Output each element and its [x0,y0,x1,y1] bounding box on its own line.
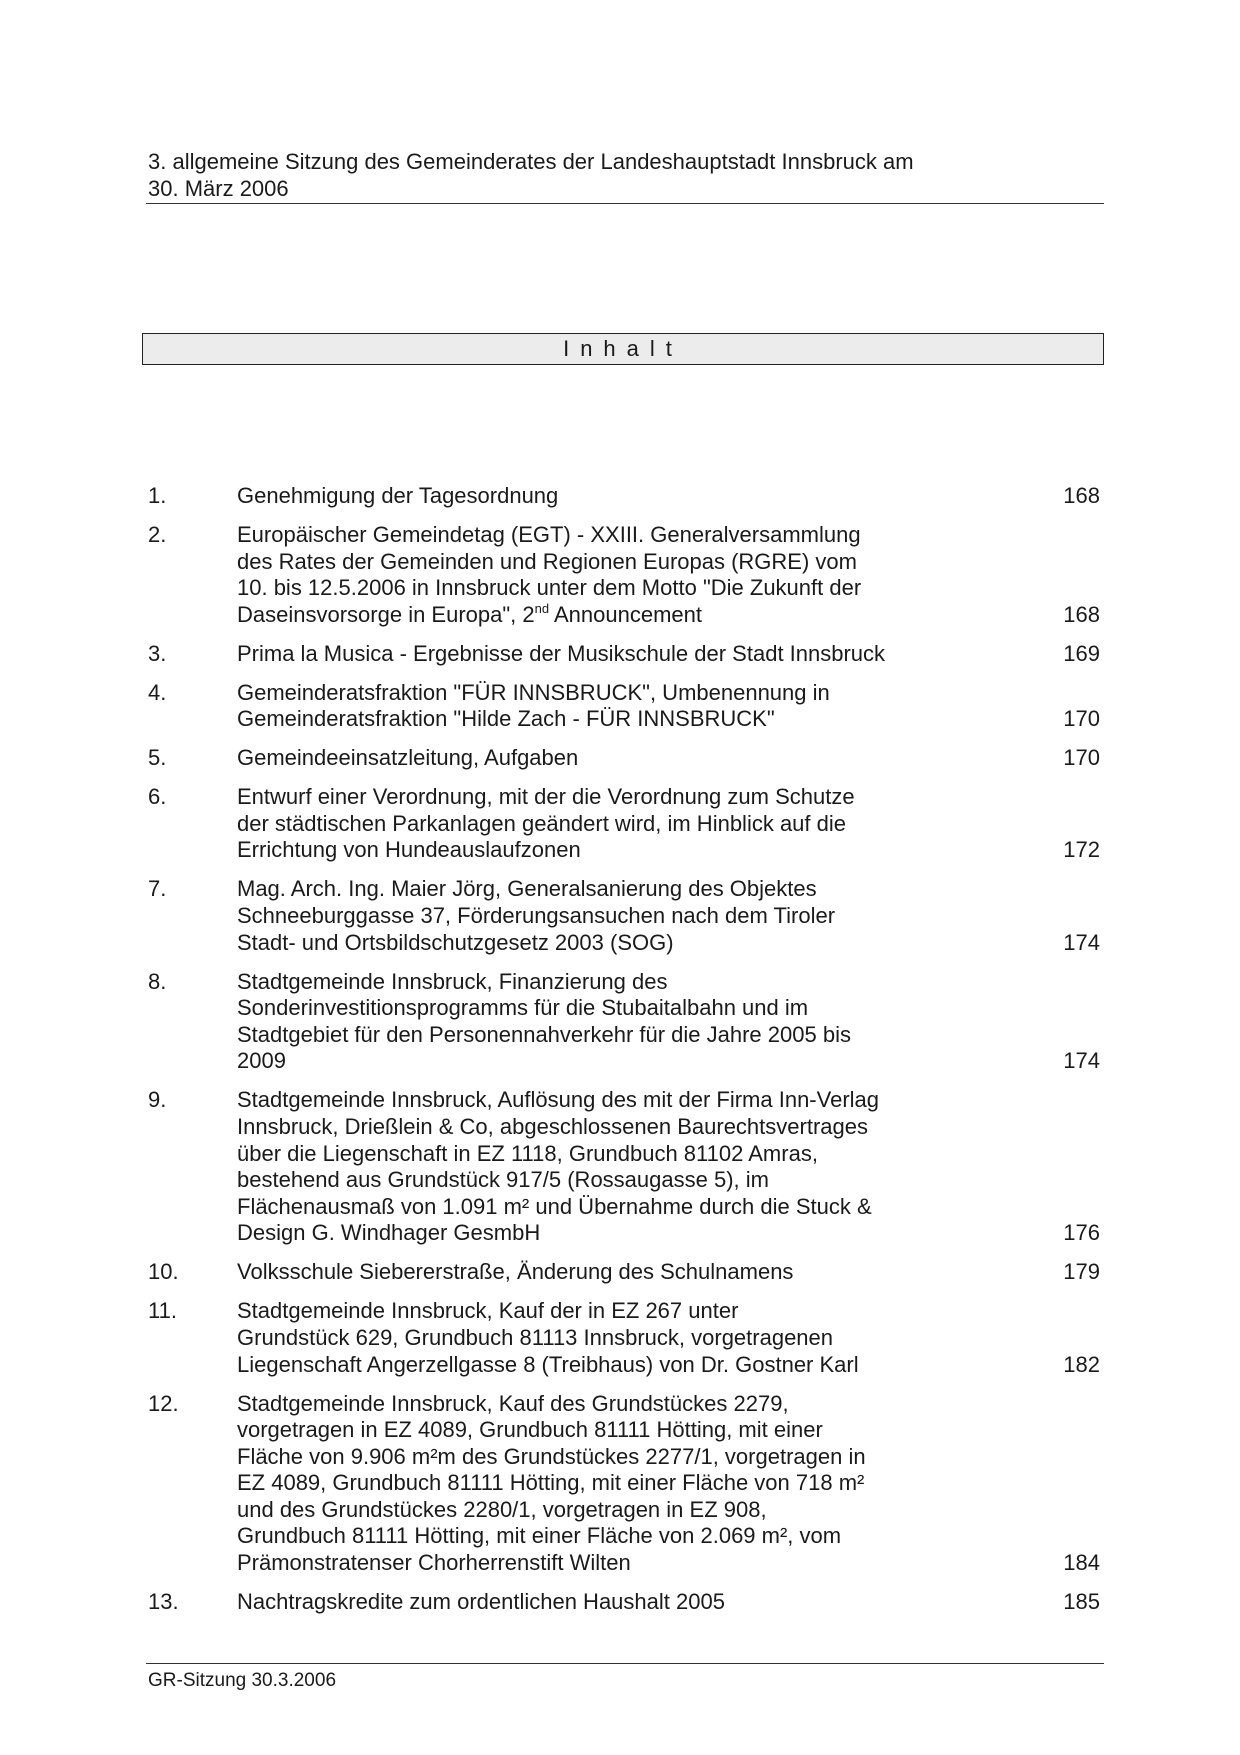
toc-entry [148,1087,1100,1247]
toc-entry-title [237,876,937,956]
toc-entry-page-number [937,1259,1100,1286]
toc-entry-title-line: Genehmigung der Tagesordnung [237,483,559,508]
toc-entry-title [237,680,937,733]
toc-title-superscript: nd [534,600,550,616]
toc-entry-title [237,641,937,668]
toc-entry-title-line: Liegenschaft Angerzellgasse 8 (Treibhaus) von Dr. Gostner Karl [237,1351,859,1377]
toc-page-value: 174 [1063,1048,1100,1074]
toc-entry [148,641,1100,668]
toc-page-value: 172 [1063,837,1100,863]
toc-entry-title-line: Innsbruck, Drießlein & Co, abgeschlossenen Baurechtsvertrages [237,1114,868,1139]
toc-entry-title [237,745,937,772]
toc-entry-title-line: Gemeinderatsfraktion "Hilde Zach - FÜR INNSBRUCK" [237,706,775,732]
contents-heading-box [142,333,1104,365]
toc-entry-title-line: 2009 [237,1048,286,1074]
toc-title-text: Announcement [549,601,703,627]
toc-entry-number: 7. [148,876,167,902]
toc-entry [148,483,1100,510]
toc-entry-page-number [937,680,1100,733]
toc-entry-title-line: Volksschule Siebererstraße, Änderung des Schulnamens [237,1259,794,1285]
toc-entry [148,1259,1100,1286]
toc-page-value: 168 [1063,601,1100,627]
toc-entry-title-line: vorgetragen in EZ 4089, Grundbuch 81111 Hötting, mit einer [237,1417,823,1443]
toc-entry-number: 1. [148,483,167,508]
toc-entry-title [237,784,937,864]
footer-divider [146,1663,1104,1664]
toc-entry-title-line: Prima la Musica - Ergebnisse der Musikschule der Stadt Innsbruck [237,640,886,666]
toc-entry-number: 11. [148,1298,177,1324]
toc-page-value: 170 [1063,706,1100,732]
header-line-2: 30. März 2006 [148,176,289,201]
toc-entry-title-line: Stadtgebiet für den Personennahverkehr für die Jahre 2005 bis [237,1021,851,1047]
toc-entry-title-line: EZ 4089, Grundbuch 81111 Hötting, mit einer Fläche von 718 m² [237,1470,865,1496]
page-footer: GR-Sitzung 30.3.2006 [148,1670,337,1691]
toc-entry-number: 4. [148,679,167,705]
toc-entry-title-line: Prämonstratenser Chorherrenstift Wilten [237,1550,631,1576]
toc-entry-title-line: Sonderinvestitionsprogramms für die Stubaitalbahn und im [237,995,809,1021]
toc-entry-number: 10. [148,1259,179,1285]
toc-entry-title-line: Errichtung von Hundeauslaufzonen [237,837,581,863]
toc-entry-page-number [937,745,1100,772]
toc-page-value: 179 [1063,1259,1100,1285]
toc-entry-title-line: Schneeburggasse 37, Förderungsansuchen nach dem Tiroler [237,903,836,929]
header-divider [146,203,1104,204]
toc-entry [148,522,1100,628]
toc-entry-title-line: Mag. Arch. Ing. Maier Jörg, Generalsanierung des Objektes [237,876,817,902]
toc-entry-title-line: Entwurf einer Verordnung, mit der die Verordnung zum Schutze [237,784,855,810]
toc-entry-title-line: Stadtgemeinde Innsbruck, Auflösung des mit der Firma Inn-Verlag [237,1087,880,1113]
toc-entry-title-line: Stadtgemeinde Innsbruck, Kauf der in EZ 267 unter [237,1298,739,1324]
toc-page-value: 182 [1063,1351,1100,1377]
toc-entry-title-line: Europäischer Gemeindetag (EGT) - XXIII. Generalversammlung [237,521,861,547]
toc-entry-title [237,522,937,628]
toc-page-value: 184 [1063,1550,1100,1576]
toc-entry-title-line: Stadtgemeinde Innsbruck, Kauf des Grundstückes 2279, [237,1390,789,1416]
toc-entry-title-line: Grundbuch 81111 Hötting, mit einer Fläche von 2.069 m², vom [237,1523,842,1549]
toc-entry-title-line: über die Liegenschaft in EZ 1118, Grundbuch 81102 Amras, [237,1140,818,1166]
toc-entry-title [237,1087,937,1247]
toc-page-value: 170 [1063,745,1100,771]
toc-entry-page-number [937,1589,1100,1616]
toc-entry [148,745,1100,772]
toc-entry-title-line: 10. bis 12.5.2006 in Innsbruck unter dem Motto "Die Zukunft der [237,575,862,601]
toc-entry-title-line: Design G. Windhager GesmbH [237,1220,541,1246]
toc-entry-title [237,969,937,1075]
toc-entry-number: 12. [148,1390,179,1416]
toc-entry-title-line: des Rates der Gemeinden und Regionen Europas (RGRE) vom [237,548,857,574]
toc-entry-page-number [937,1087,1100,1247]
header-line-1: 3. allgemeine Sitzung des Gemeinderates der Landeshauptstadt Innsbruck am [148,149,914,174]
toc-entry-title-line: Gemeinderatsfraktion "FÜR INNSBRUCK", Umbenennung in [237,679,830,705]
toc-page-value: 185 [1063,1589,1100,1615]
toc-entry-title-line: Nachtragskredite zum ordentlichen Haushalt 2005 [237,1589,725,1615]
toc-entry-number: 3. [148,640,167,666]
toc-entry [148,680,1100,733]
toc-entry-title-line: Stadt- und Ortsbildschutzgesetz 2003 (SOG) [237,929,674,955]
toc-entry-number: 13. [148,1589,179,1615]
toc-entry [148,1589,1100,1616]
table-of-contents [148,483,1100,1628]
toc-entry [148,1298,1100,1378]
toc-entry [148,1391,1100,1577]
toc-entry-title-line: Grundstück 629, Grundbuch 81113 Innsbruck, vorgetragenen [237,1324,834,1350]
toc-entry-page-number [937,522,1100,628]
toc-entry-title-line: bestehend aus Grundstück 917/5 (Rossaugasse 5), im [237,1167,769,1193]
toc-entry-number: 6. [148,784,167,810]
toc-page-value: 174 [1063,929,1100,955]
toc-entry-title-line: Gemeindeeinsatzleitung, Aufgaben [237,745,579,771]
toc-title-text: Daseinsvorsorge in Europa", 2 [237,601,535,627]
contents-heading: Inhalt [563,336,683,361]
toc-entry-number: 2. [148,521,167,547]
toc-page-value: 176 [1063,1220,1100,1246]
toc-entry-title-line: und des Grundstückes 2280/1, vorgetragen in EZ 908, [237,1496,767,1522]
toc-page-value: 168 [1063,483,1100,508]
toc-entry [148,784,1100,864]
toc-entry-number: 9. [148,1087,167,1113]
toc-entry-title-line [237,602,937,629]
toc-entry [148,876,1100,956]
toc-entry [148,969,1100,1075]
toc-page-value: 169 [1063,640,1100,666]
document-header [148,148,1103,202]
toc-entry-title-line: Fläche von 9.906 m²m des Grundstückes 2277/1, vorgetragen in [237,1443,866,1469]
toc-entry-page-number [937,641,1100,668]
toc-entry-number: 8. [148,968,167,994]
toc-entry-title-line: Stadtgemeinde Innsbruck, Finanzierung des [237,968,668,994]
toc-entry-page-number [937,1298,1100,1378]
toc-entry-number: 5. [148,745,167,771]
toc-entry-title [237,1259,937,1286]
toc-entry-title [237,1391,937,1577]
toc-entry-title [237,483,937,510]
toc-entry-page-number [937,483,1100,510]
toc-entry-page-number [937,784,1100,864]
toc-entry-title [237,1298,937,1378]
toc-entry-title-line: Flächenausmaß von 1.091 m² und Übernahme durch die Stuck & [237,1193,872,1219]
toc-entry-page-number [937,876,1100,956]
toc-entry-title-line: der städtischen Parkanlagen geändert wird, im Hinblick auf die [237,810,846,836]
toc-entry-title [237,1589,937,1616]
toc-entry-page-number [937,1391,1100,1577]
toc-entry-page-number [937,969,1100,1075]
